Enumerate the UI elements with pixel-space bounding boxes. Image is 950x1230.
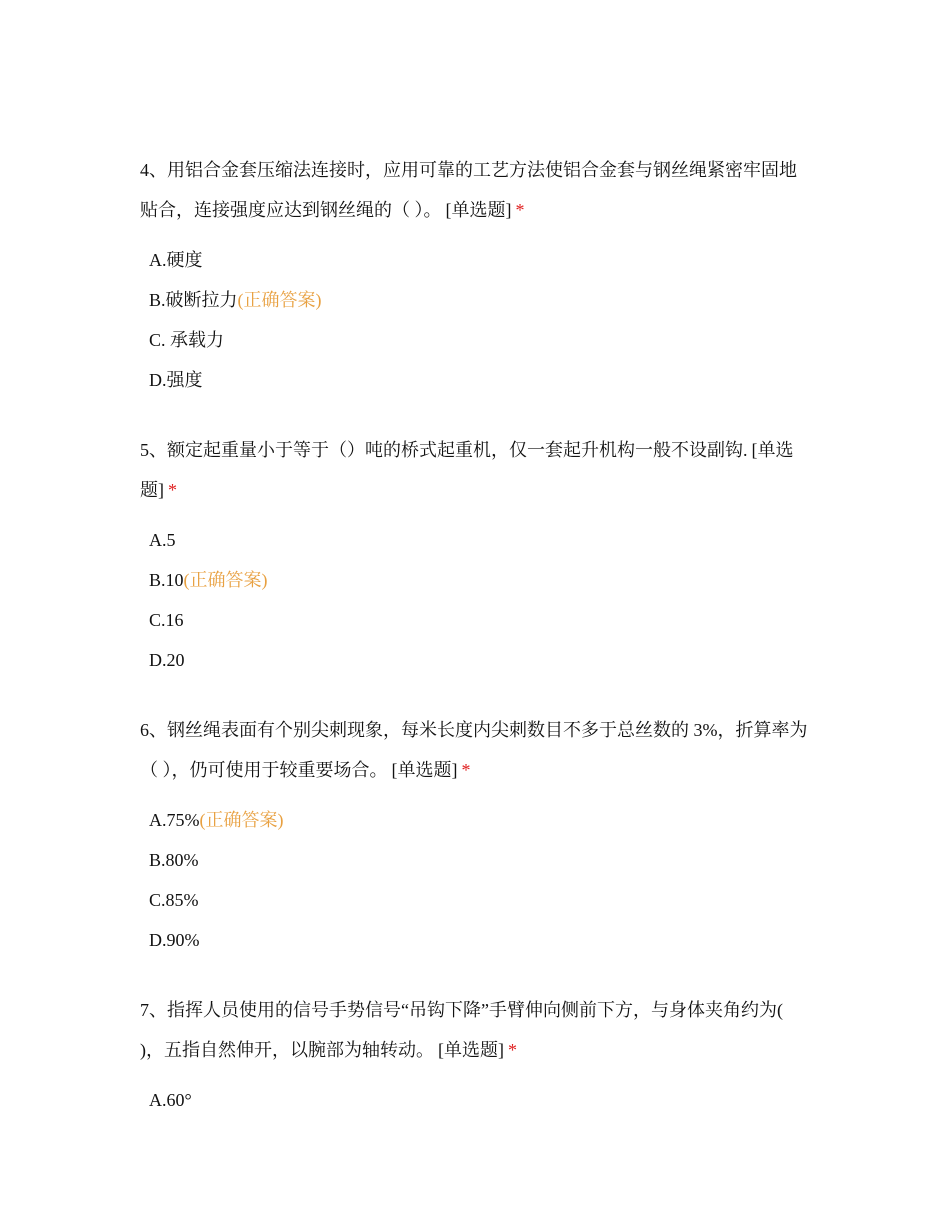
option-c[interactable]: [149, 320, 810, 360]
option-b[interactable]: [149, 280, 810, 320]
question-stem: 6、钢丝绳表面有个别尖刺现象，每米长度内尖刺数目不多于总丝数的 3%，折算率为（ ），仍可使用于较重要场合。: [140, 720, 808, 780]
question-block: [140, 430, 810, 680]
correct-answer-note: (正确答案): [199, 810, 284, 830]
required-mark: *: [168, 480, 177, 500]
correct-answer-note: (正确答案): [237, 290, 322, 310]
option-label: B.80%: [149, 850, 199, 870]
option-c[interactable]: [149, 600, 810, 640]
option-list: [140, 520, 810, 680]
question-stem: 5、额定起重量小于等于（）吨的桥式起重机，仅一套起升机构一般不设副钩.: [140, 440, 748, 460]
question-block: [140, 150, 810, 400]
correct-answer-note: (正确答案): [183, 570, 268, 590]
option-b[interactable]: [149, 560, 810, 600]
option-a[interactable]: [149, 520, 810, 560]
question-type: [单选题]: [140, 440, 794, 500]
required-mark: *: [515, 200, 525, 220]
option-label: B.10: [149, 570, 184, 590]
question-text: [140, 710, 810, 790]
option-d[interactable]: [149, 360, 810, 400]
option-label: A.60°: [149, 1090, 192, 1110]
option-d[interactable]: [149, 920, 810, 960]
option-c[interactable]: [149, 880, 810, 920]
option-label: C.85%: [149, 890, 199, 910]
option-label: A.硬度: [149, 250, 203, 270]
option-list: [140, 800, 810, 960]
question-block: [140, 990, 810, 1120]
question-block: [140, 710, 810, 960]
option-b[interactable]: [149, 840, 810, 880]
option-label: C. 承载力: [149, 330, 225, 350]
option-a[interactable]: [149, 240, 810, 280]
question-type: [单选题]: [445, 200, 512, 220]
question-text: [140, 990, 810, 1070]
question-stem: 4、用铝合金套压缩法连接时，应用可靠的工艺方法使铝合金套与钢丝绳紧密牢固地贴合，连接强度应达到钢丝绳的（ ）。: [140, 160, 797, 220]
option-label: D.20: [149, 650, 185, 670]
option-a[interactable]: [149, 1080, 810, 1120]
option-a[interactable]: [149, 800, 810, 840]
question-text: [140, 430, 810, 510]
option-label: A.75%: [149, 810, 200, 830]
question-text: [140, 150, 810, 230]
question-type: [单选题]: [391, 760, 458, 780]
option-d[interactable]: [149, 640, 810, 680]
option-label: D.90%: [149, 930, 200, 950]
required-mark: *: [508, 1040, 517, 1060]
question-type: [单选题]: [438, 1040, 504, 1060]
option-label: B.破断拉力: [149, 290, 238, 310]
option-label: D.强度: [149, 370, 203, 390]
option-label: A.5: [149, 530, 176, 550]
question-stem: 7、指挥人员使用的信号手势信号“吊钩下降”手臂伸向侧前下方，与身体夹角约为( )，五指自然伸开，以腕部为轴转动。: [140, 1000, 783, 1060]
required-mark: *: [461, 760, 471, 780]
option-label: C.16: [149, 610, 184, 630]
option-list: [140, 1080, 810, 1120]
option-list: [140, 240, 810, 400]
